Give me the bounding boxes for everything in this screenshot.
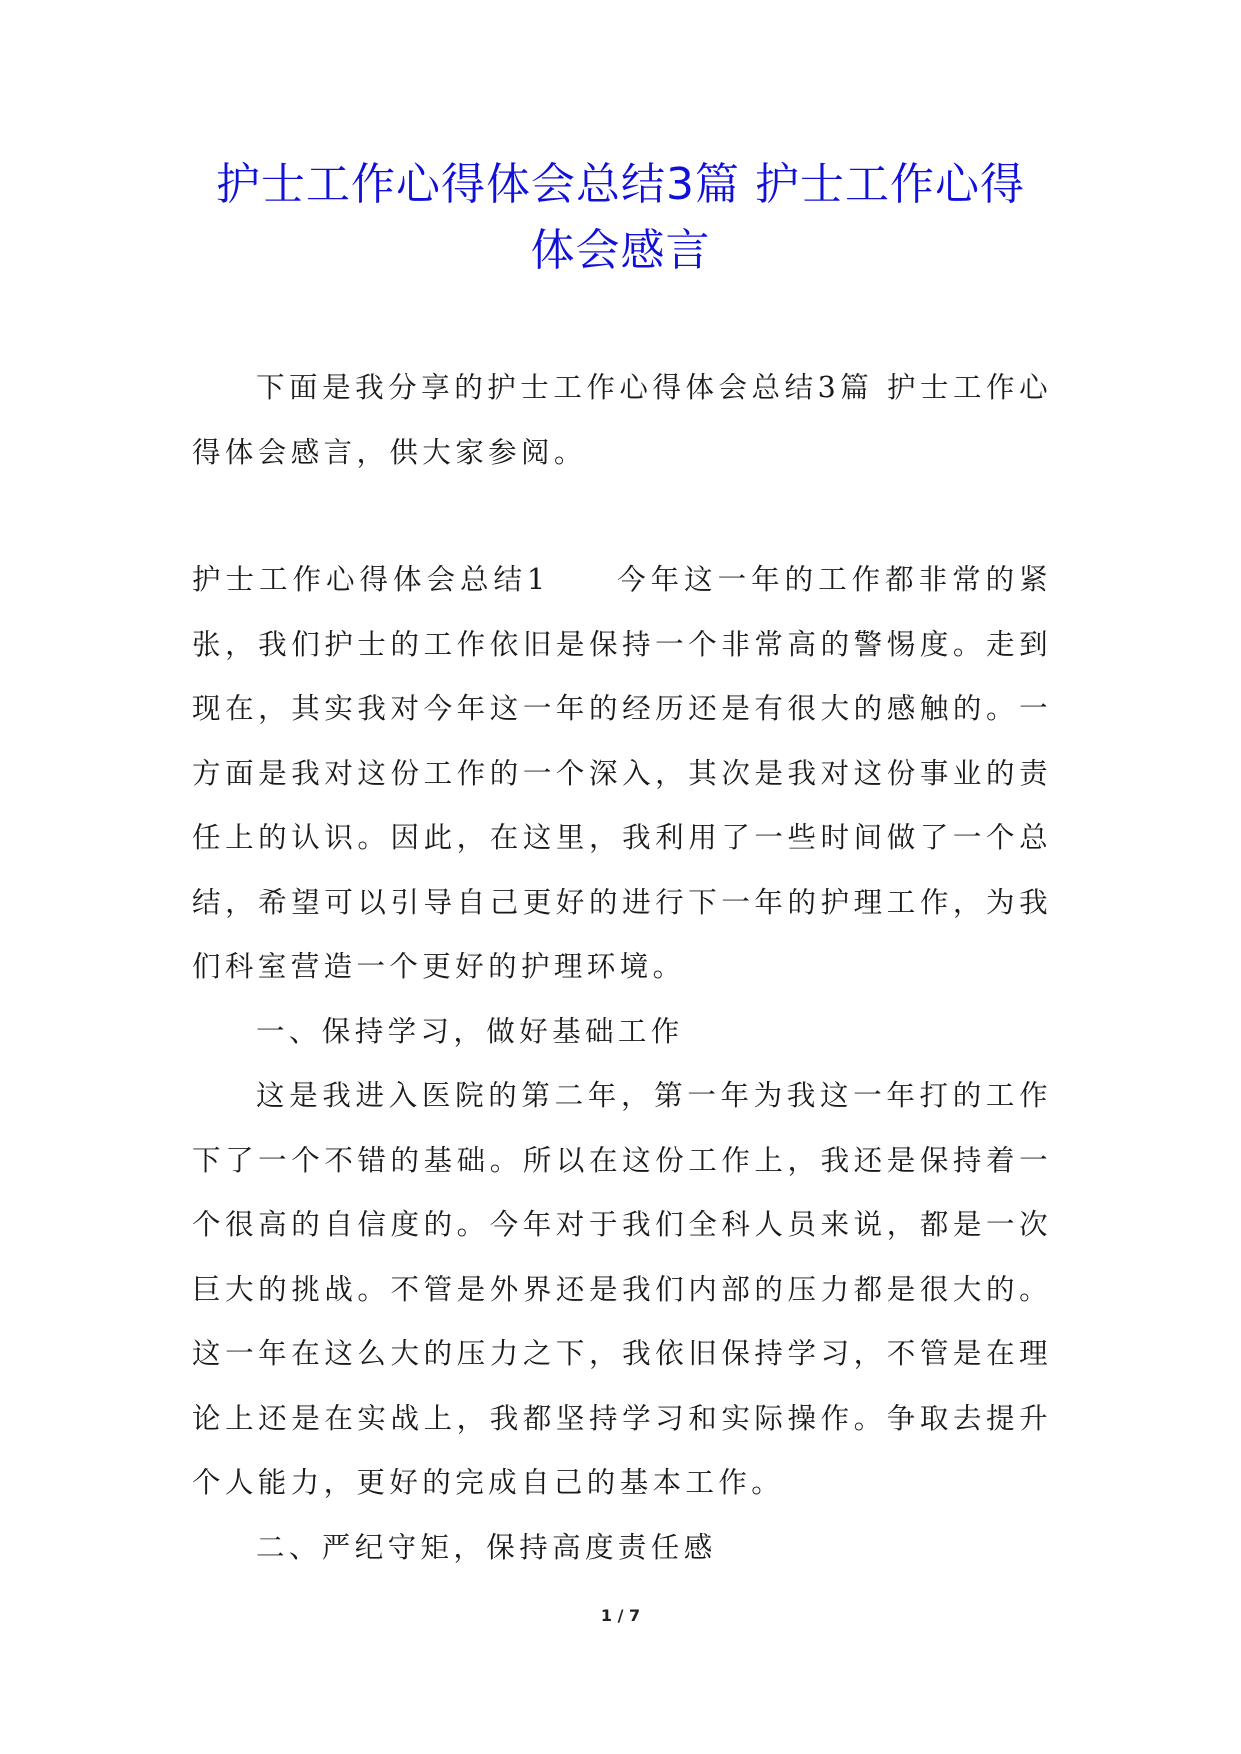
- intro-paragraph: 下面是我分享的护士工作心得体会总结3篇 护士工作心得体会感言，供大家参阅。: [192, 371, 1052, 469]
- title-line-2: 体会感言: [530, 225, 711, 276]
- title-line-1: 护士工作心得体会总结3篇 护士工作心得: [216, 159, 1025, 210]
- section-heading-1: 一、保持学习，做好基础工作: [256, 1014, 684, 1048]
- document-title: [150, 152, 1091, 284]
- page-number: 1 / 7: [600, 1606, 641, 1625]
- document-body: [192, 356, 1052, 1580]
- paragraph-summary-1: 护士工作心得体会总结1 今年这一年的工作都非常的紧张，我们护士的工作依旧是保持一个非常高的警惕度。走到现在，其实我对今年这一年的经历还是有很大的感触的。一方面是我对这份工作的一个深入，其次是我对这份事业的责任上的认识。因此，在这里，我利用了一些时间做了一个总结，希望可以引导自己更好的进行下一年的护理工作，为我们科室营造一个更好的护理环境。: [192, 563, 1052, 983]
- paragraph-section-1: 这是我进入医院的第二年，第一年为我这一年打的工作下了一个不错的基础。所以在这份工作上，我还是保持着一个很高的自信度的。今年对于我们全科人员来说，都是一次巨大的挑战。不管是外界还是我们内部的压力都是很大的。这一年在这么大的压力之下，我依旧保持学习，不管是在理论上还是在实战上，我都坚持学习和实际操作。争取去提升个人能力，更好的完成自己的基本工作。: [192, 1079, 1052, 1499]
- section-heading-2: 二、严纪守矩，保持高度责任感: [256, 1530, 717, 1564]
